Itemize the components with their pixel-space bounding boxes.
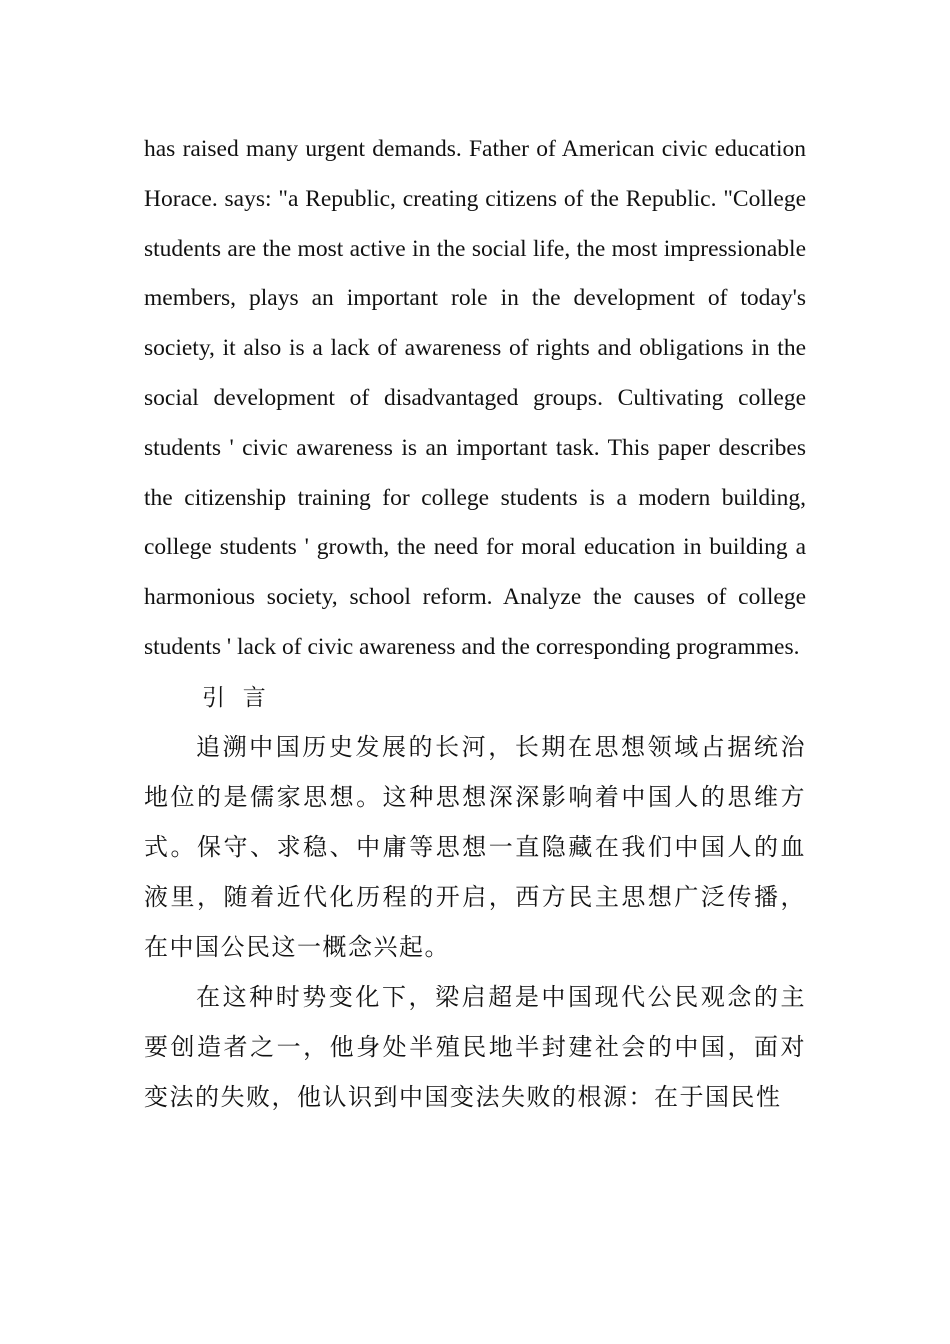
abstract-english-paragraph: has raised many urgent demands. Father of American civic education Horace. says: "a Republic, creating citizens of the Republic. "College students are the most active in the social life, the most impressionable members, plays an important role in the development of today's society, it also is a lack of awareness of rights and obligations in the social development of disadvantaged groups. Cultivating college students ' civic awareness is an important task. This paper describes the citizenship training for college students is a modern building, college students ' growth, the need for moral education in building a harmonious society, school reform. Analyze the causes of college students ' lack of civic awareness and the corresponding programmes.: [144, 136, 806, 660]
document-body: [144, 125, 806, 1123]
body-paragraph-2: 在这种时势变化下，梁启超是中国现代公民观念的主要创造者之一，他身处半殖民地半封建社会的中国，面对变法的失败，他认识到中国变法失败的根源：在于国民性: [144, 984, 806, 1111]
section-heading-introduction: 引 言: [202, 684, 272, 710]
body-paragraph-1: 追溯中国历史发展的长河，长期在思想领域占据统治地位的是儒家思想。这种思想深深影响着中国人的思维方式。保守、求稳、中庸等思想一直隐藏在我们中国人的血液里，随着近代化历程的开启，西方民主思想广泛传播，在中国公民这一概念兴起。: [144, 734, 806, 961]
